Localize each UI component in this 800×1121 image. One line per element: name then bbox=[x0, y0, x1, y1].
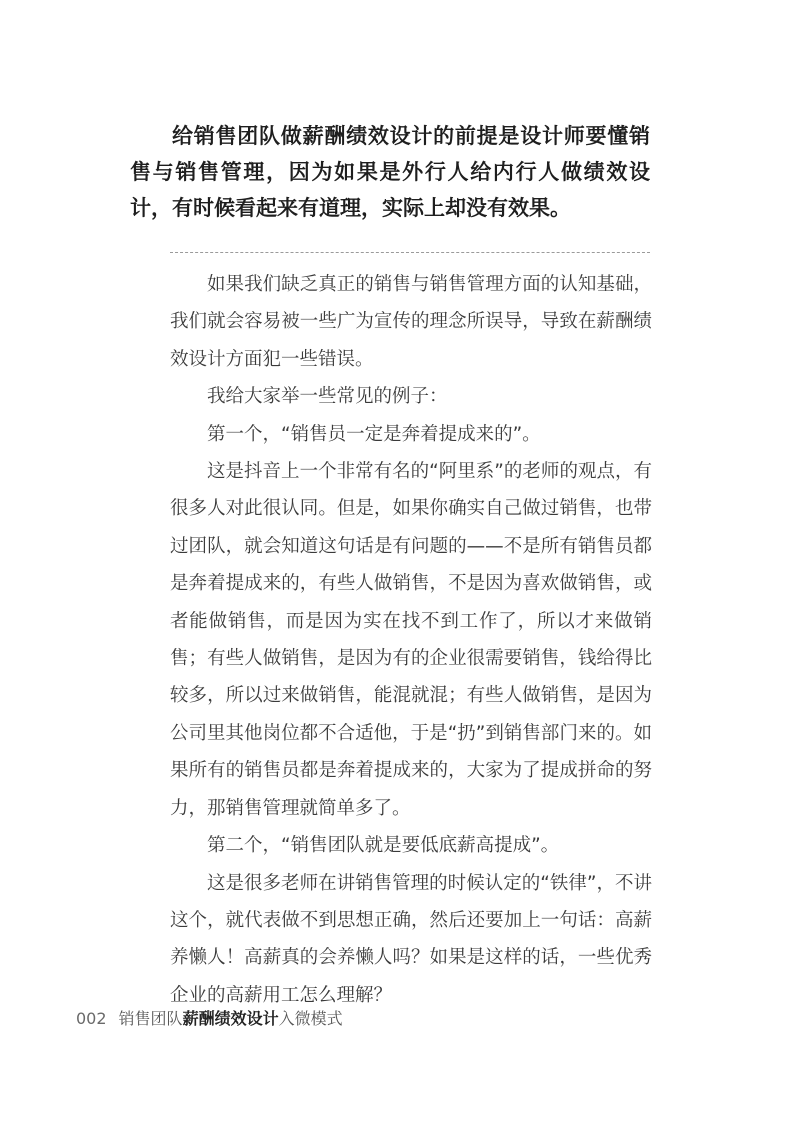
body-paragraph: 第一个，“销售员一定是奔着提成来的”。 bbox=[207, 423, 541, 445]
book-title-bold: 薪酬绩效设计 bbox=[182, 1009, 279, 1028]
page-number: 002 bbox=[76, 1009, 107, 1028]
dashed-divider bbox=[170, 252, 650, 253]
body-paragraph: 第二个，“销售团队就是要低底薪高提成”。 bbox=[207, 835, 560, 857]
book-title-suffix: 入微模式 bbox=[278, 1009, 343, 1028]
body-text-block bbox=[170, 266, 652, 1014]
page-footer bbox=[76, 1008, 343, 1030]
lead-paragraph-block bbox=[130, 118, 650, 226]
body-paragraph: 我给大家举一些常见的例子： bbox=[207, 386, 448, 408]
book-title-prefix: 销售团队 bbox=[118, 1009, 183, 1028]
lead-paragraph: 给销售团队做薪酬绩效设计的前提是设计师要懂销售与销售管理，因为如果是外行人给内行人做绩效设计，有时候看起来有道理，实际上却没有效果。 bbox=[130, 123, 650, 220]
body-paragraph: 如果我们缺乏真正的销售与销售管理方面的认知基础，我们就会容易被一些广为宣传的理念所误导，导致在薪酬绩效设计方面犯一些错误。 bbox=[170, 274, 652, 370]
body-paragraph: 这是很多老师在讲销售管理的时候认定的“铁律”，不讲这个，就代表做不到思想正确，然后还要加上一句话：高薪养懒人！高薪真的会养懒人吗？如果是这样的话，一些优秀企业的高薪用工怎么理解？ bbox=[170, 872, 652, 1006]
body-paragraph: 这是抖音上一个非常有名的“阿里系”的老师的观点，有很多人对此很认同。但是，如果你确实自己做过销售，也带过团队，就会知道这句话是有问题的——不是所有销售员都是奔着提成来的，有些人做销售，不是因为喜欢做销售，或者能做销售，而是因为实在找不到工作了，所以才来做销售；有些人做销售，是因为有的企业很需要销售，钱给得比较多，所以过来做销售，能混就混；有些人做销售，是因为公司里其他岗位都不合适他，于是“扔”到销售部门来的。如果所有的销售员都是奔着提成来的，大家为了提成拼命的努力，那销售管理就简单多了。 bbox=[170, 461, 652, 819]
